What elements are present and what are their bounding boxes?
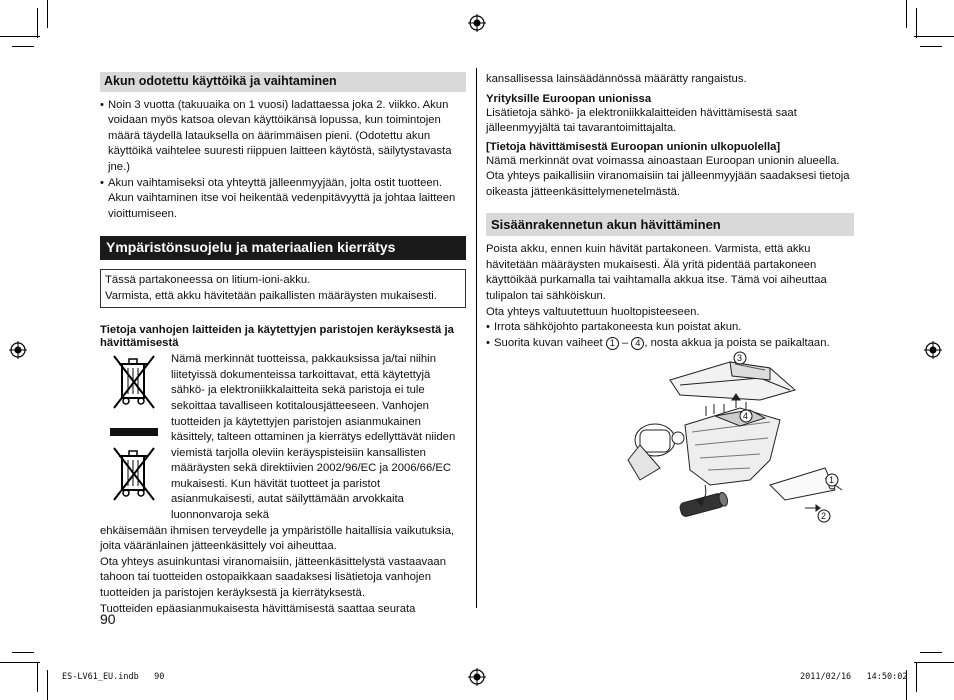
footer-page: 90 — [154, 672, 165, 682]
registration-mark-icon — [924, 341, 942, 359]
steps-text: Suorita kuvan vaiheet — [494, 336, 603, 349]
registration-mark-icon — [9, 341, 27, 359]
eu-heading: Yrityksille Euroopan unionissa — [486, 92, 652, 105]
footer-date: 2011/02/16 — [800, 672, 852, 682]
recycling-text-penalty: Tuotteiden epäasianmukaisesta hävittämisestä saattaa seurata — [100, 602, 416, 615]
crop-mark — [916, 8, 917, 38]
recycling-text-full: ehkäisemään ihmisen terveydelle ja ympäristölle haitallisia vaikutuksia, joita vääränlainen jätteenkäsittely voi aiheuttaa. — [100, 524, 455, 553]
crop-mark — [12, 46, 34, 47]
page-number: 90 — [100, 611, 116, 627]
right-column — [486, 72, 854, 351]
removal-paragraph: Poista akku, ennen kuin hävität partakoneen. Varmista, että akku hävitetään määräysten mukaisesti. Älä yritä pidentää partakoneen käyttöikää purkamalla tai vaihtamalla akkua itse. Tämä voi aiheuttaa tulipalon tai sähköiskun. — [486, 243, 827, 302]
section-title-battery-removal: Sisäänrakennetun akun hävittäminen — [486, 213, 854, 237]
crop-mark — [47, 0, 48, 28]
registration-mark-icon — [468, 14, 486, 32]
crop-mark — [37, 662, 38, 692]
recycling-heading: Tietoja vanhojen laitteiden ja käytettyjen paristojen keräyksestä ja hävittämisestä — [100, 324, 454, 350]
figure-label: 4 — [743, 411, 749, 421]
crossed-bin-icon — [112, 444, 156, 506]
recycling-block — [100, 352, 466, 524]
eu-text: Lisätietoja sähkö- ja elektroniikkalaitteiden hävittämisestä saat jälleenmyyjältä tai tavarantoimittajalta. — [486, 106, 797, 135]
removal-bullet-unplug: • Irrota sähköjohto partakoneesta kun poistat akun. — [486, 320, 854, 336]
section-title-battery-life: Akun odotettu käyttöikä ja vaihtaminen — [100, 72, 466, 92]
crop-mark — [916, 662, 917, 692]
crop-mark — [12, 652, 34, 653]
non-eu-heading: [Tietoja hävittämisestä Euroopan unionin ulkopuolella] — [486, 140, 781, 153]
bullet-battery-replace: • Akun vaihtamiseksi ota yhteyttä jälleenmyyjään, jolta ostit tuotteen. Akun vaihtaminen itse voi heikentää vedenpitävyyttä ja johtaa laitteen vioittumiseen. — [100, 176, 466, 223]
non-eu-text: Nämä merkinnät ovat voimassa ainoastaan Euroopan unionin alueella. Ota yhteys paikallisiin viranomaisiin tai jälleenmyyjään saadaksesi tietoja oikeasta jätteenkäsittelymenetelmästä. — [486, 154, 850, 198]
crop-mark — [920, 46, 942, 47]
bullet-battery-life: • Noin 3 vuotta (takuuaika on 1 vuosi) ladattaessa joka 2. viikko. Akun voidaan myös katsoa olevan käyttöikänsä lopussa, kun toimintojen määrä täydellä latauksella on äärimmäisen pieni. (Odotettu akun käyttöikä vaihtelee suuresti riippuen laitteen käytöstä, säilytystavasta jne.) — [100, 98, 466, 176]
crop-mark — [37, 8, 38, 38]
step-number: 4 — [631, 337, 644, 350]
steps-text-end: , nosta akkua ja poista se paikaltaan. — [644, 336, 830, 349]
footer-time: 14:50:02 — [866, 672, 908, 682]
black-bar-symbol — [110, 428, 158, 436]
step-number: 1 — [606, 337, 619, 350]
footer-timestamp — [800, 672, 908, 682]
lithium-notice-box — [100, 269, 466, 308]
figure-label: 2 — [821, 511, 827, 521]
crop-mark — [920, 652, 942, 653]
crossed-bin-icon — [112, 352, 156, 414]
removal-bullet-steps — [486, 336, 854, 352]
lithium-notice-line2: Varmista, että akku hävitetään paikallisten määräysten mukaisesti. — [105, 289, 437, 302]
section-title-environment: Ympäristönsuojelu ja materiaalien kierrätys — [100, 236, 466, 260]
crop-mark — [914, 662, 954, 663]
footer-file-name: ES-LV61_EU.indb — [62, 672, 139, 682]
figure-label: 1 — [829, 475, 835, 485]
weee-symbols — [108, 352, 168, 511]
recycling-text-contact: Ota yhteys asuinkuntasi viranomaisiin, jätteenkäsittelystä vastaavaan tahoon tai tuotteiden ostopaikkaan saadaksesi lisätietoja vanhojen tuotteiden ja paristojen keräyksestä ja kierrätyksestä. — [100, 555, 446, 600]
lithium-notice-line1: Tässä partakoneessa on litium-ioni-akku. — [105, 273, 311, 286]
left-column — [100, 72, 466, 617]
crop-mark — [906, 0, 907, 28]
steps-dash: – — [621, 336, 629, 349]
penalty-continuation: kansallisessa lainsäädännössä määrätty rangaistus. — [486, 73, 747, 85]
crop-mark — [0, 36, 40, 37]
removal-contact: Ota yhteys valtuutettuun huoltopisteeseen. — [486, 305, 700, 318]
figure-label: 3 — [737, 353, 743, 363]
crop-mark — [914, 36, 954, 37]
column-divider — [476, 68, 477, 608]
crop-mark — [0, 662, 40, 663]
crop-mark — [47, 670, 48, 700]
registration-mark-icon — [468, 668, 486, 686]
footer-file — [62, 672, 164, 682]
recycling-text-wrapped: Nämä merkinnät tuotteissa, pakkauksissa ja/tai niihin liitetyissä dokumenteissa tarkoittavat, että käytettyjä sähkö- ja elektroniikkalaitteita sekä paristoja ei tule sekoittaa tavalliseen kotitalousjätteeseen. Vanhojen tuotteiden ja käytettyjen paristojen asianmukainen käsittely, talteen ottaminen ja kierrätys edellyttävät niiden viemistä tarjolla oleviin keräyspisteisiin kansallisten määräysten sekä direktiivien 2002/96/EC ja 2006/66/EC mukaisesti. Kun hävität tuotteet ja paristot asianmukaisesti, autat säilyttämään arvokkaita luonnonvaroja sekä — [171, 353, 456, 522]
shaver-disassembly-illustration — [620, 350, 860, 530]
